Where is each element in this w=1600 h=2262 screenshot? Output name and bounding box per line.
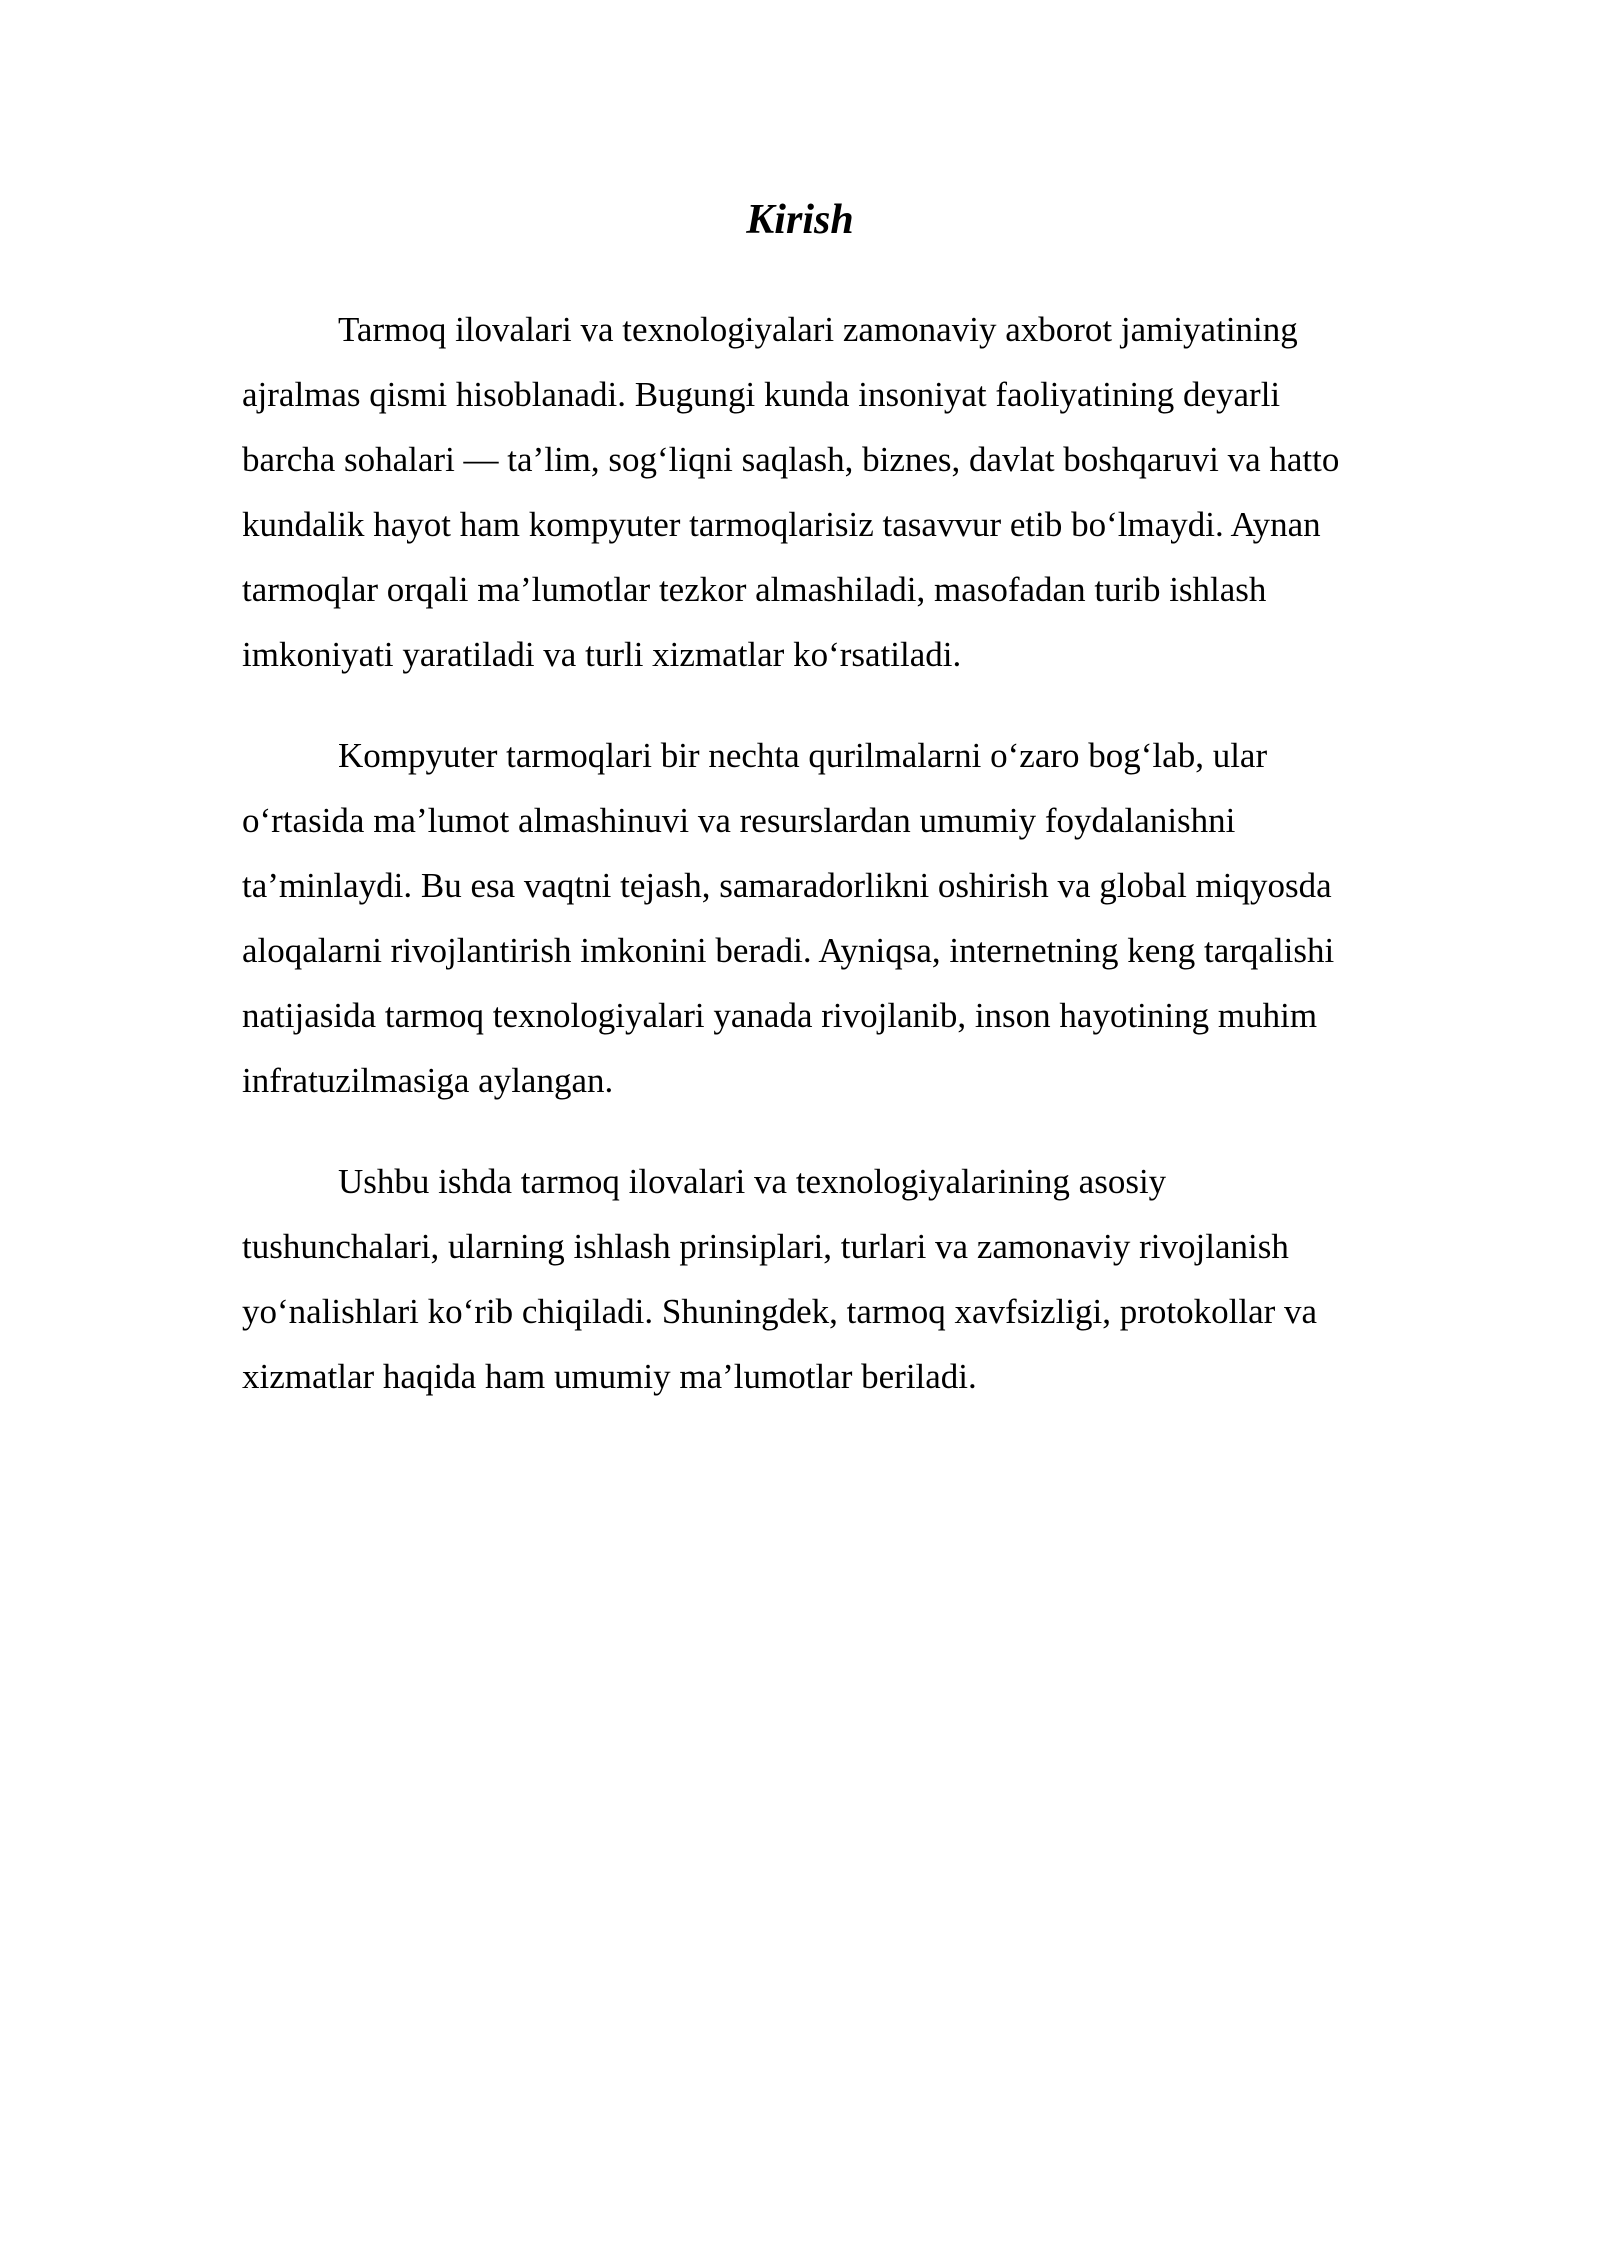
page-title: Kirish <box>746 197 854 243</box>
paragraph-1: Tarmoq ilovalari va texnologiyalari zamonaviy axborot jamiyatining ajralmas qismi hisoblanadi. Bugungi kunda insoniyat faoliyatining deyarli barcha sohalari — ta’lim, sog‘liqni saqlash, biznes, davlat boshqaruvi va hatto kundalik hayot ham kompyuter tarmoqlarisiz tasavvur etib bo‘lmaydi. Aynan tarmoqlar orqali ma’lumotlar tezkor almashiladi, masofadan turib ishlash imkoniyati yaratiladi va turli xizmatlar ko‘rsatiladi. <box>242 310 1340 674</box>
document-body <box>242 297 1360 1445</box>
paragraph-2: Kompyuter tarmoqlari bir nechta qurilmalarni o‘zaro bog‘lab, ular o‘rtasida ma’lumot almashinuvi va resurslardan umumiy foydalanishni ta’minlaydi. Bu esa vaqtni tejash, samaradorlikni oshirish va global miqyosda aloqalarni rivojlantirish imkonini beradi. Ayniqsa, internetning keng tarqalishi natijasida tarmoq texnologiyalari yanada rivojlanib, inson hayotining muhim infratuzilmasiga aylangan. <box>242 736 1335 1100</box>
paragraph-3: Ushbu ishda tarmoq ilovalari va texnologiyalarining asosiy tushunchalari, ularning ishlash prinsiplari, turlari va zamonaviy rivojlanish yo‘nalishlari ko‘rib chiqiladi. Shuningdek, tarmoq xavfsizligi, protokollar va xizmatlar haqida ham umumiy ma’lumotlar beriladi. <box>242 1162 1318 1396</box>
